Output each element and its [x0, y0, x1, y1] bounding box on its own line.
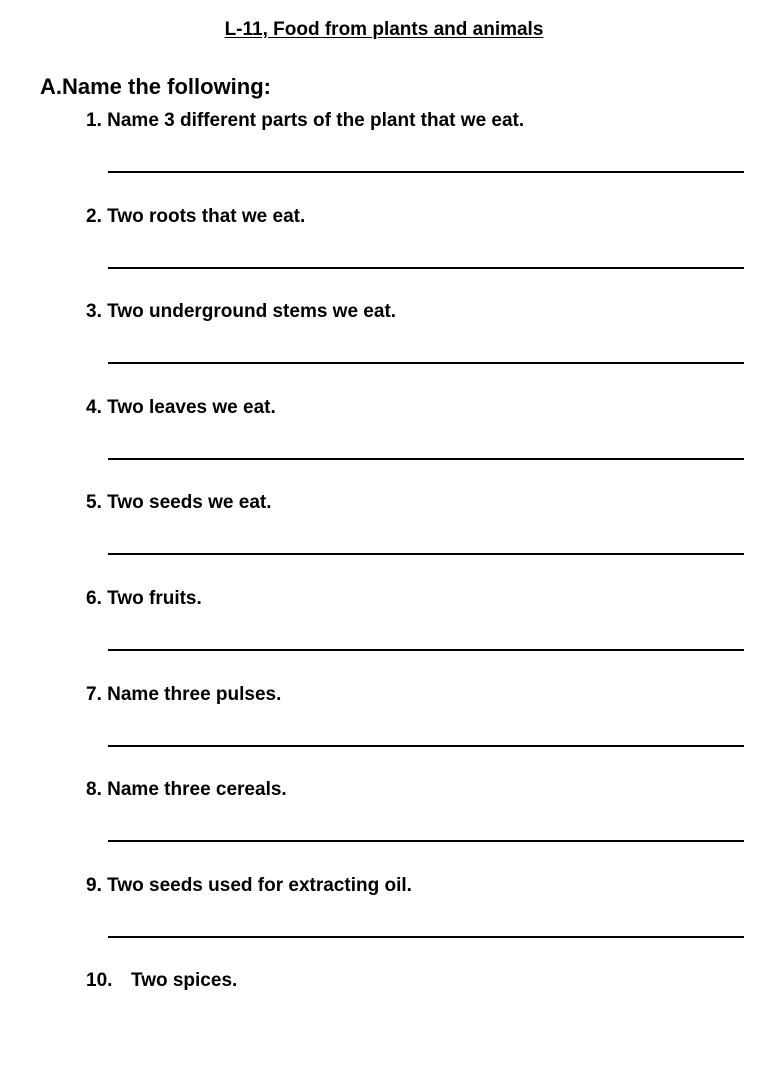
question-text — [86, 397, 276, 419]
question-text — [86, 301, 396, 323]
question-text — [86, 110, 524, 132]
question-text — [86, 492, 272, 514]
question-number: 5. — [86, 492, 102, 514]
question-4 — [0, 397, 768, 493]
question-6 — [0, 588, 768, 684]
question-8 — [0, 779, 768, 875]
question-list — [0, 110, 768, 1066]
question-number: 7. — [86, 683, 102, 705]
question-prompt: Two seeds used for extracting oil. — [107, 874, 412, 896]
answer-line[interactable] — [108, 649, 744, 651]
question-text — [86, 588, 202, 610]
question-number: 3. — [86, 301, 102, 323]
question-prompt: Name 3 different parts of the plant that we eat. — [107, 110, 525, 131]
answer-line[interactable] — [108, 458, 744, 460]
answer-line[interactable] — [108, 936, 744, 938]
question-prompt: Two underground stems we eat. — [107, 301, 397, 323]
question-2 — [0, 206, 768, 302]
question-1 — [0, 110, 768, 206]
question-prompt: Name three pulses. — [107, 683, 282, 705]
question-10 — [0, 970, 768, 1066]
question-prompt: Two roots that we eat. — [107, 205, 306, 227]
question-7 — [0, 684, 768, 780]
page-title: L-11, Food from plants and animals — [224, 19, 544, 40]
question-text — [86, 684, 281, 706]
answer-line[interactable] — [108, 362, 744, 364]
question-text — [86, 875, 412, 897]
question-text — [86, 970, 237, 992]
question-9 — [0, 875, 768, 971]
question-number: 6. — [86, 587, 102, 609]
answer-line[interactable] — [108, 171, 744, 173]
question-number: 8. — [86, 779, 102, 801]
answer-line[interactable] — [108, 267, 744, 269]
question-number: 9. — [86, 874, 102, 896]
question-prompt: Two leaves we eat. — [107, 396, 276, 418]
question-number: 10. — [86, 970, 113, 992]
question-5 — [0, 492, 768, 588]
section-heading: A.Name the following: — [40, 74, 271, 99]
answer-line[interactable] — [108, 745, 744, 747]
question-number: 2. — [86, 205, 102, 227]
answer-line[interactable] — [108, 553, 744, 555]
question-3 — [0, 301, 768, 397]
question-text — [86, 206, 305, 228]
answer-line[interactable] — [108, 840, 744, 842]
question-prompt: Two fruits. — [107, 587, 202, 609]
question-text — [86, 779, 287, 801]
question-number: 1. — [86, 110, 102, 131]
question-prompt: Two spices. — [131, 970, 238, 992]
question-number: 4. — [86, 396, 102, 418]
question-prompt: Two seeds we eat. — [107, 492, 272, 514]
question-prompt: Name three cereals. — [107, 779, 287, 801]
